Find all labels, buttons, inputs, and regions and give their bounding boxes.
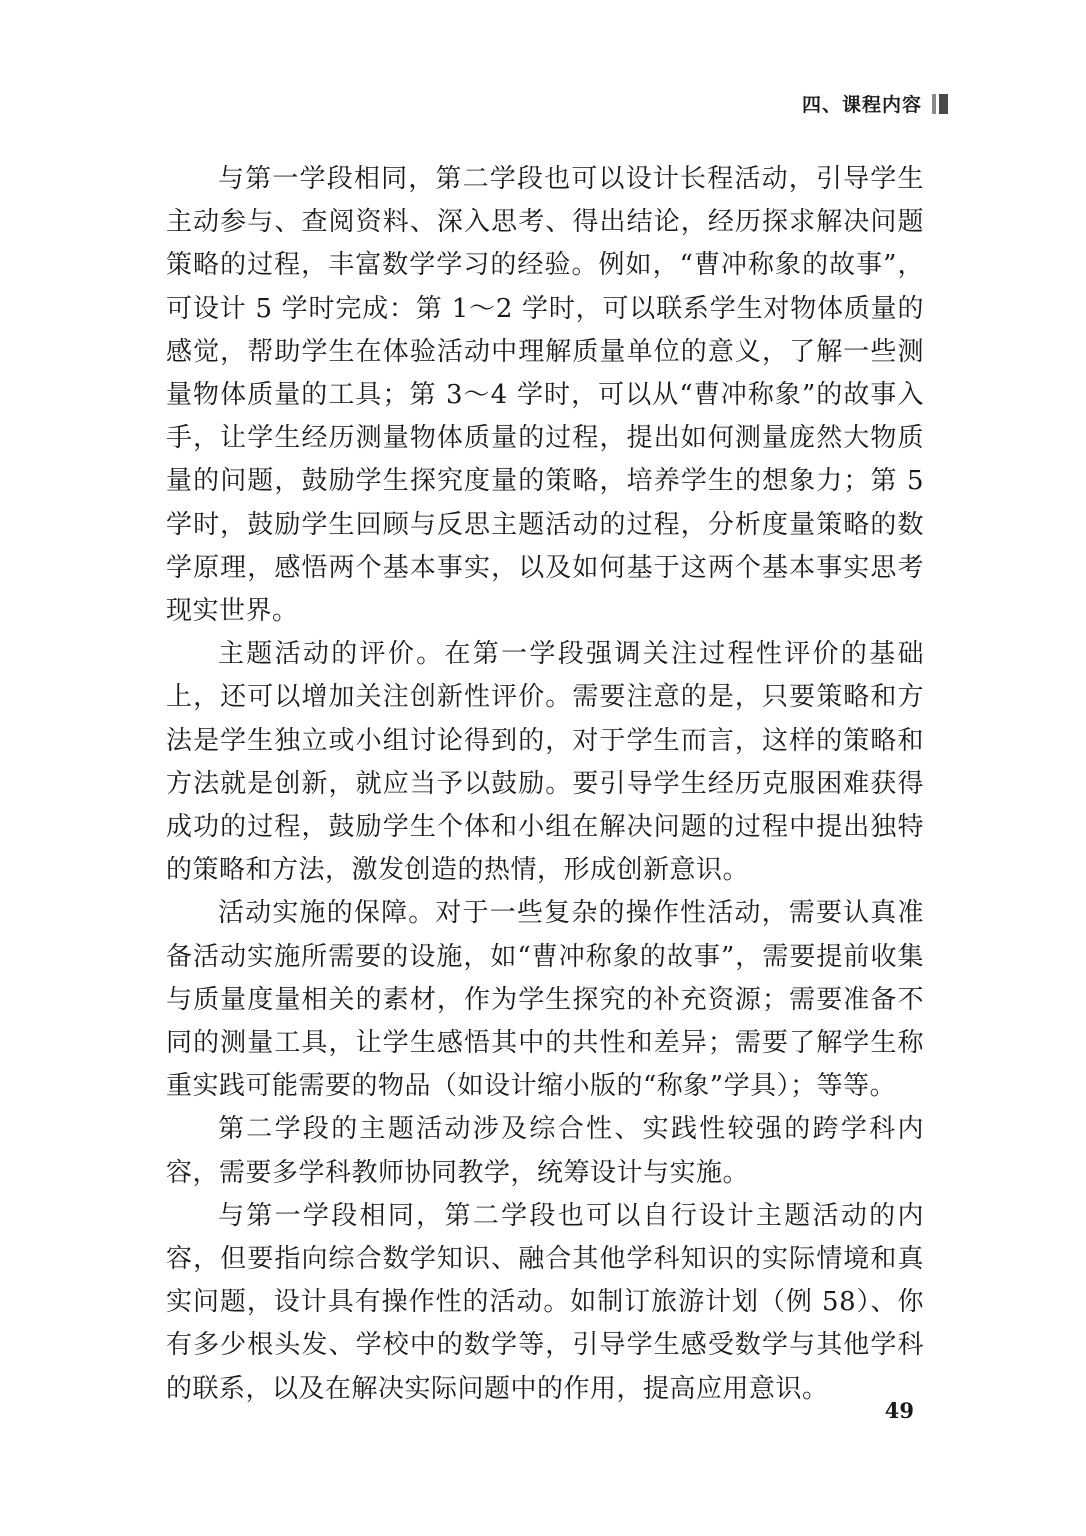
body-text xyxy=(166,158,924,1411)
paragraph-self-design: 与第一学段相同，第二学段也可以自行设计主题活动的内容，但要指向综合数学知识、融合其他学科知识的实际情境和真实问题，设计具有操作性的活动。如制订旅游计划（例 58）、你有多少根头发、学校中的数学等，引导学生感受数学与其他学科的联系，以及在解决实际问题中的作用，提高应用意识。 xyxy=(166,1200,924,1404)
page-number: 49 xyxy=(884,1398,914,1423)
header-bar-thin xyxy=(932,94,936,114)
section-title: 四、课程内容 xyxy=(801,94,922,116)
paragraph-interdisciplinary: 第二学段的主题活动涉及综合性、实践性较强的跨学科内容，需要多学科教师协同教学，统筹设计与实施。 xyxy=(166,1114,924,1188)
paragraph-evaluation: 主题活动的评价。在第一学段强调关注过程性评价的基础上，还可以增加关注创新性评价。需要注意的是，只要策略和方法是学生独立或小组讨论得到的，对于学生而言，这样的策略和方法就是创新，就应当予以鼓励。要引导学生经历克服困难获得成功的过程，鼓励学生个体和小组在解决问题的过程中提出独特的策略和方法，激发创造的热情，形成创新意识。 xyxy=(166,639,924,886)
header-bar-thick xyxy=(939,94,948,114)
header-bar-marker xyxy=(932,93,948,115)
paragraph-long-activity: 与第一学段相同，第二学段也可以设计长程活动，引导学生主动参与、查阅资料、深入思考、得出结论，经历探求解决问题策略的过程，丰富数学学习的经验。例如，“曹冲称象的故事”，可设计 5 学时完成：第 1～2 学时，可以联系学生对物体质量的感觉，帮助学生在体验活动中理解质量单位的意义，了解一些测量物体质量的工具；第 3～4 学时，可以从“曹冲称象”的故事入手，让学生经历测量物体质量的过程，提出如何测量庞然大物质量的问题，鼓励学生探究度量的策略，培养学生的想象力；第 5 学时，鼓励学生回顾与反思主题活动的过程，分析度量策略的数学原理，感悟两个基本事实，以及如何基于这两个基本事实思考现实世界。 xyxy=(166,164,924,627)
paragraph-implementation: 活动实施的保障。对于一些复杂的操作性活动，需要认真准备活动实施所需要的设施，如“曹冲称象的故事”，需要提前收集与质量度量相关的素材，作为学生探究的补充资源；需要准备不同的测量工具，让学生感悟其中的共性和差异；需要了解学生称重实践可能需要的物品（如设计缩小版的“称象”学具）；等等。 xyxy=(166,898,924,1102)
running-header xyxy=(802,90,948,117)
